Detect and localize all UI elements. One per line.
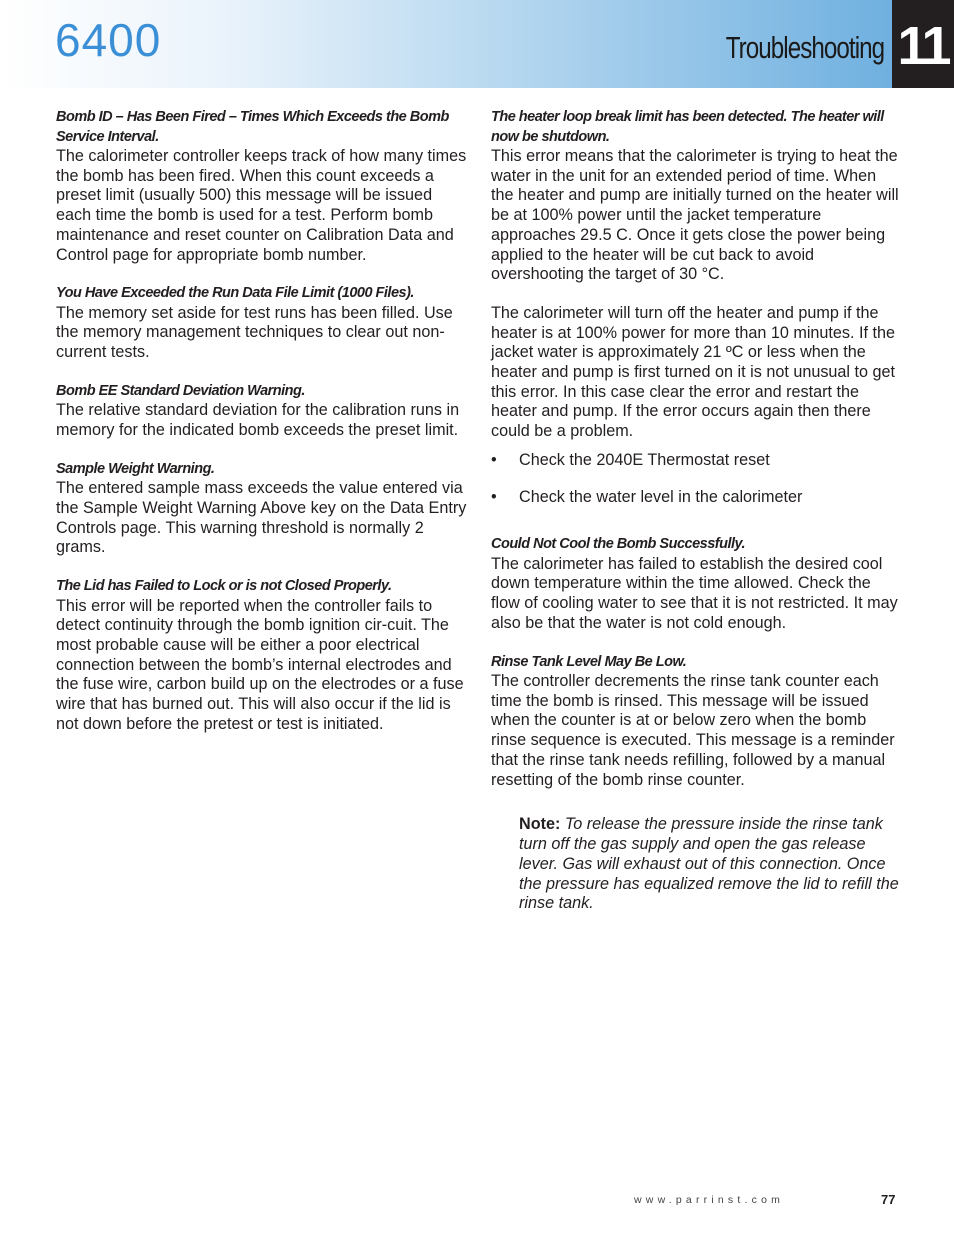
bullet-item	[491, 451, 901, 471]
heater-heading: The heater loop break limit has been detected. The heater will now be shutdown.	[491, 109, 884, 145]
rinse-heading: Rinse Tank Level May Be Low.	[491, 653, 687, 670]
bullet-text: Check the 2040E Thermostat reset	[519, 450, 770, 469]
bullet-item	[491, 488, 901, 508]
bullet-mark: •	[491, 487, 497, 506]
bullet-mark: •	[491, 450, 497, 469]
section-heading: Bomb EE Standard Deviation Warning.	[56, 382, 305, 399]
page-number: 77	[881, 1192, 896, 1207]
chapter-title: Troubleshooting	[725, 30, 884, 65]
section-body: The memory set aside for test runs has been filled. Use the memory management techniques to clear out non-current tests.	[56, 303, 453, 362]
footer-url: www.parrinst.com	[634, 1194, 785, 1206]
section-heading: Bomb ID – Has Been Fired – Times Which Exceeds the Bomb Service Interval.	[56, 109, 449, 145]
section-body: The entered sample mass exceeds the value entered via the Sample Weight Warning Above key on the Data Entry Controls page. This warning threshold is normally 2 grams.	[56, 479, 467, 557]
section-heading: The Lid has Failed to Lock or is not Closed Properly.	[56, 578, 392, 595]
right-column	[491, 108, 901, 930]
model-number: 6400	[55, 14, 162, 66]
note-text: To release the pressure inside the rinse tank turn off the gas supply and open the gas release lever. Gas will exhaust out of this connection. Once the pressure has equalized remove the lid to refill the rinse tank.	[519, 815, 899, 913]
section-body: The calorimeter controller keeps track of how many times the bomb has been fired. When this count exceeds a preset limit (usually 500) this message will be issued each time the bomb is used for a test. Perform bomb maintenance and reset counter on Calibration Data and Control page for appropriate bomb number.	[56, 147, 467, 264]
heater-body-1: This error means that the calorimeter is trying to heat the water in the unit for an extended period of time. When the heater and pump are initially turned on the heater will be at 100% power until the jacket temperature approaches 29.5 C. Once it gets close the power being applied to the heater will be cut back to avoid overshooting the target of 30 °C.	[491, 147, 899, 284]
section-body: This error will be reported when the controller fails to detect continuity through the bomb ignition cir-cuit. The most probable cause will be either a poor electrical connection between the bomb’s internal electrodes and the fuse wire, carbon build up on the electrodes or a fuse wire that has burned out. This will also occur if the lid is not down before the pretest or test is initiated.	[56, 596, 464, 733]
heater-body-2: The calorimeter will turn off the heater and pump if the heater is at 100% power for more than 10 minutes. If the jacket water is approximately 21 ºC or less when the heater and pump is first turned on it is not unusual to get this error. In this case clear the error and restart the heater and pump. If the error occurs again then there could be a problem.	[491, 303, 896, 441]
rinse-note	[519, 815, 901, 914]
left-column	[56, 108, 468, 734]
rinse-body: The controller decrements the rinse tank counter each time the bomb is rinsed. This message will be issued when the counter is at or below zero when the bomb rinse sequence is executed. This message is a reminder that the rinse tank needs refilling, followed by a manual resetting of the bomb rinse counter.	[491, 672, 895, 789]
bullet-text: Check the water level in the calorimeter	[519, 487, 803, 506]
chapter-number: 11	[892, 0, 954, 88]
cool-heading: Could Not Cool the Bomb Successfully.	[491, 536, 746, 553]
cool-body: The calorimeter has failed to establish the desired cool down temperature within the time allowed. Check the flow of cooling water to see that it is not restricted. It may also be that the water is not cold enough.	[491, 554, 898, 632]
section-body: The relative standard deviation for the calibration runs in memory for the indicated bomb exceeds the preset limit.	[56, 401, 460, 440]
section-heading: You Have Exceeded the Run Data File Limit (1000 Files).	[56, 285, 414, 302]
note-label: Note:	[519, 815, 561, 834]
section-heading: Sample Weight Warning.	[56, 460, 215, 477]
